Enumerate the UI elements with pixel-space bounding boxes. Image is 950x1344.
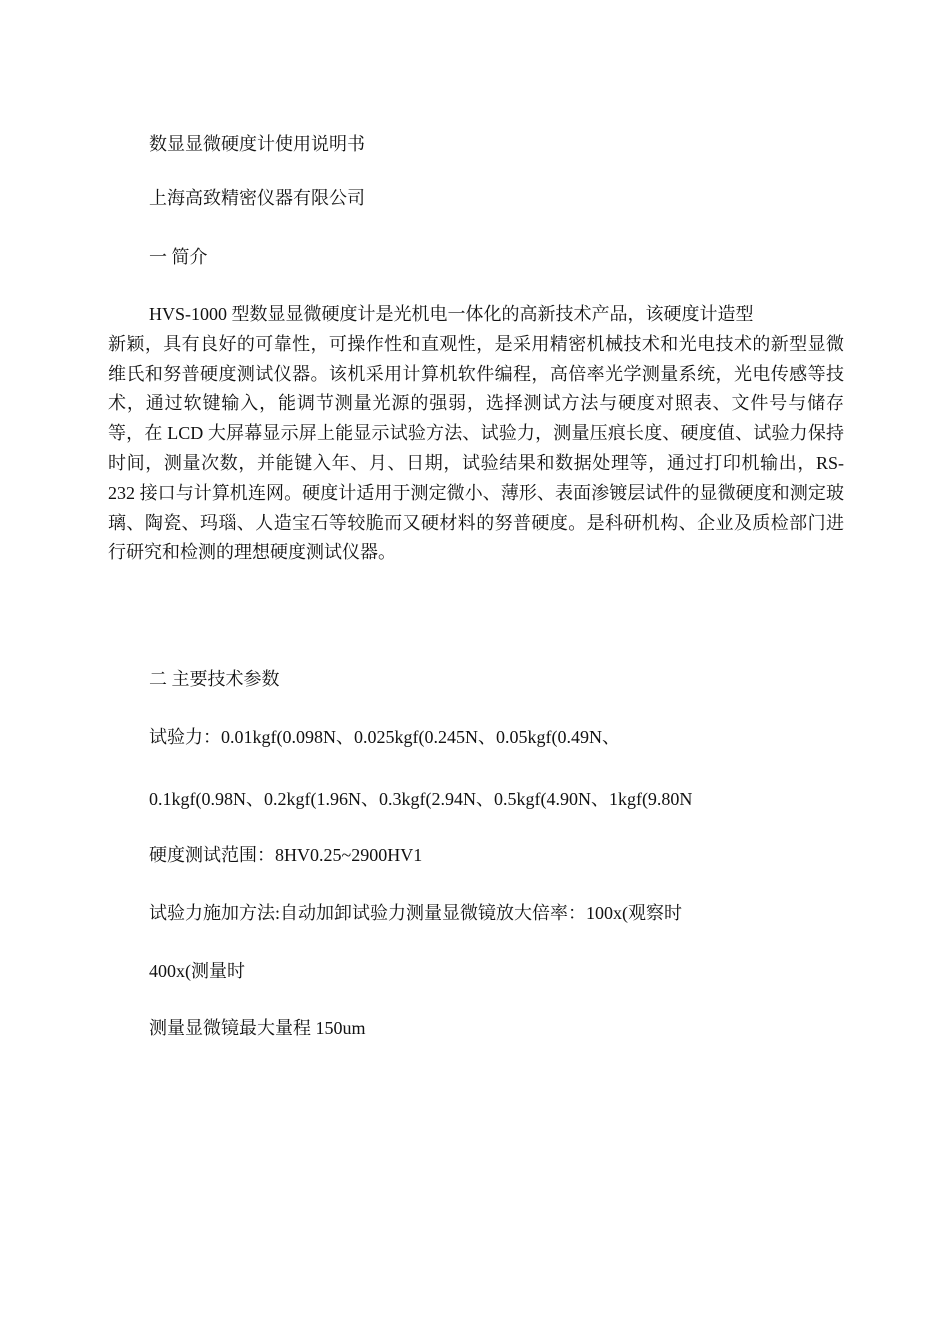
company-name: 上海高致精密仪器有限公司 <box>149 188 365 208</box>
param-max-range: 测量显微镜最大量程 150um <box>149 1018 366 1038</box>
intro-body: 新颖，具有良好的可靠性，可操作性和直观性，是采用精密机械技术和光电技术的新型显微维氏和努普硬度测试仪器。该机采用计算机软件编程，高倍率光学测量系统，光电传感等技术，通过软键输入，能调节测量光源的强弱，选择测试方法与硬度对照表、文件号与储存等，在 LCD 大屏幕显示屏上能显示试验方法、试验力，测量压痕长度、硬度值、试验力保持时间，测量次数，并能键入年、月、日期，试验结果和数据处理等，通过打印机输出，RS-232 接口与计算机连网。硬度计适用于测定微小、薄形、表面渗镀层试件的显微硬度和测定玻璃、陶瓷、玛瑙、人造宝石等较脆而又硬材料的努普硬度。是科研机构、企业及质检部门进行研究和检测的理想硬度测试仪器。 <box>108 333 844 563</box>
intro-first-line: HVS-1000 型数显显微硬度计是光机电一体化的高新技术产品，该硬度计造型 <box>149 304 754 324</box>
param-force-method-line2: 400x(测量时 <box>149 961 245 981</box>
param-force-line2: 0.1kgf(0.98N、0.2kgf(1.96N、0.3kgf(2.94N、0.5kgf(4.90N、1kgf(9.80N <box>149 789 693 809</box>
section-heading-params: 二 主要技术参数 <box>149 669 280 689</box>
param-force-method-line1: 试验力施加方法:自动加卸试验力测量显微镜放大倍率：100x(观察时 <box>149 903 682 923</box>
param-hardness-range: 硬度测试范围：8HV0.25~2900HV1 <box>149 845 423 865</box>
section-heading-intro: 一 简介 <box>149 247 208 267</box>
param-force-line1: 试验力：0.01kgf(0.098N、0.025kgf(0.245N、0.05kgf(0.49N、 <box>149 727 620 747</box>
document-title: 数显显微硬度计使用说明书 <box>149 134 365 154</box>
intro-paragraph <box>108 300 844 568</box>
